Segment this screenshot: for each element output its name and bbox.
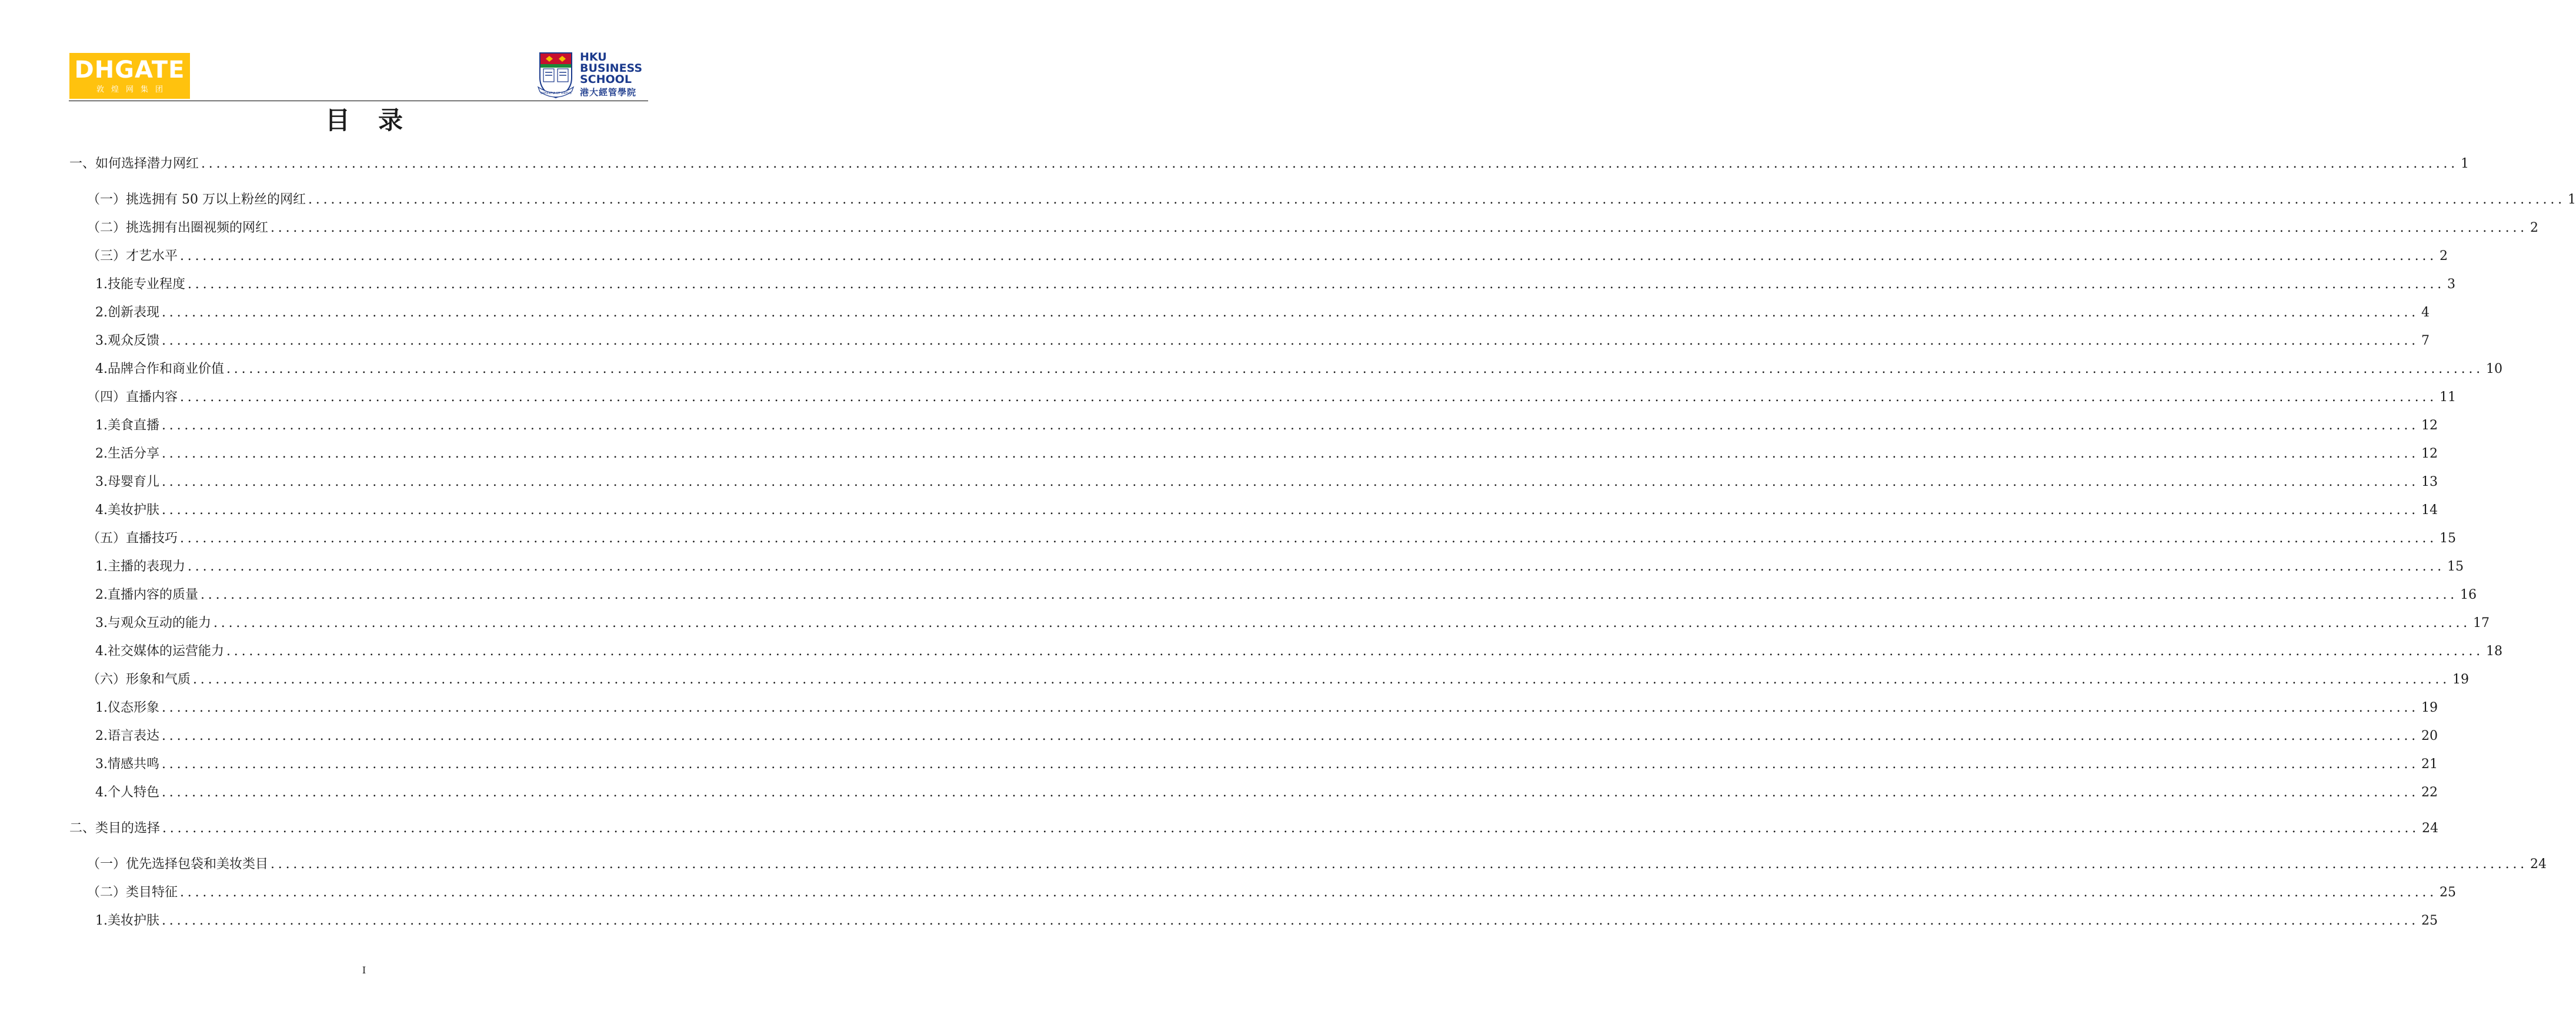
- hku-wordmark: [580, 52, 642, 98]
- toc-entry-page-number: 24: [2421, 821, 2438, 836]
- toc-dot-leader: ............................................................................................................................................................................................................................................................................................................: [180, 885, 2437, 900]
- toc-entry-label: 1.美食直播: [95, 418, 159, 433]
- page-number: I: [362, 965, 366, 976]
- toc-entry-label: （三）才艺水平: [87, 249, 178, 263]
- toc-entry-page-number: 3: [2447, 277, 2455, 292]
- toc-entry-page-number: 10: [2485, 362, 2502, 376]
- toc-dot-leader: ............................................................................................................................................................................................................................................................................................................: [162, 700, 2419, 715]
- toc-entry-page-number: 15: [2447, 559, 2464, 574]
- toc-entry[interactable]: [0, 726, 2438, 746]
- toc-dot-leader: ............................................................................................................................................................................................................................................................................................................: [201, 588, 2458, 602]
- toc-entry[interactable]: [0, 218, 2538, 238]
- toc-entry-label: 1.主播的表现力: [95, 559, 185, 574]
- toc-dot-leader: ............................................................................................................................................................................................................................................................................................................: [162, 913, 2419, 928]
- toc-dot-leader: ............................................................................................................................................................................................................................................................................................................: [308, 192, 2565, 207]
- dhgate-chinese-name: 敦煌网集团: [96, 85, 170, 94]
- toc-entry-page-number: 22: [2421, 785, 2438, 800]
- toc-entry[interactable]: [0, 359, 2502, 379]
- toc-dot-leader: ............................................................................................................................................................................................................................................................................................................: [180, 390, 2437, 405]
- toc-entry[interactable]: [0, 855, 2547, 875]
- toc-entry-label: 4.品牌合作和商业价值: [95, 362, 224, 376]
- toc-dot-leader: ............................................................................................................................................................................................................................................................................................................: [162, 821, 2420, 836]
- toc-entry[interactable]: [0, 819, 2438, 839]
- toc-entry[interactable]: [0, 331, 2430, 351]
- toc-entry-page-number: 16: [2460, 588, 2477, 602]
- toc-entry-page-number: 15: [2439, 531, 2456, 546]
- hku-business-school-logo: [536, 51, 648, 100]
- hku-line-2: BUSINESS: [580, 62, 643, 75]
- toc-entry-label: （二）挑选拥有出圈视频的网红: [87, 221, 269, 235]
- toc-dot-leader: ............................................................................................................................................................................................................................................................................................................: [226, 644, 2484, 659]
- toc-entry[interactable]: [0, 911, 2438, 931]
- dhgate-logo: [69, 53, 190, 99]
- toc-dot-leader: ............................................................................................................................................................................................................................................................................................................: [271, 857, 2528, 872]
- toc-entry[interactable]: [0, 783, 2438, 803]
- toc-entry-page-number: 24: [2530, 857, 2547, 872]
- toc-entry-label: 4.社交媒体的运营能力: [95, 644, 224, 659]
- toc-entry[interactable]: [0, 444, 2438, 464]
- toc-dot-leader: ............................................................................................................................................................................................................................................................................................................: [162, 475, 2419, 489]
- toc-entry-page-number: 18: [2485, 644, 2502, 659]
- toc-entry-label: （四）直播内容: [87, 390, 178, 405]
- toc-dot-leader: ............................................................................................................................................................................................................................................................................................................: [188, 559, 2445, 574]
- toc-entry-page-number: 21: [2421, 757, 2438, 772]
- toc-entry[interactable]: [0, 613, 2490, 633]
- toc-entry-label: 2.直播内容的质量: [95, 588, 198, 602]
- toc-entry-label: 2.语言表达: [95, 729, 159, 743]
- toc-entry-label: 3.情感共鸣: [95, 757, 159, 772]
- toc-dot-leader: ............................................................................................................................................................................................................................................................................................................: [271, 221, 2528, 235]
- toc-entry-label: 3.母婴育儿: [95, 475, 159, 489]
- toc-entry-page-number: 11: [2439, 390, 2456, 405]
- toc-entry[interactable]: [0, 275, 2455, 295]
- toc-dot-leader: ............................................................................................................................................................................................................................................................................................................: [162, 333, 2419, 348]
- toc-dot-leader: ............................................................................................................................................................................................................................................................................................................: [162, 446, 2419, 461]
- toc-entry-label: 3.与观众互动的能力: [95, 616, 211, 630]
- toc-entry[interactable]: [0, 670, 2469, 690]
- toc-entry[interactable]: [0, 755, 2438, 775]
- hku-crest-icon: [536, 51, 575, 100]
- toc-entry-page-number: 14: [2421, 503, 2438, 518]
- toc-entry-page-number: 20: [2421, 729, 2438, 743]
- title-char-2: 录: [378, 106, 403, 135]
- toc-dot-leader: ............................................................................................................................................................................................................................................................................................................: [226, 362, 2484, 376]
- toc-entry-label: （一）优先选择包袋和美妆类目: [87, 857, 269, 872]
- toc-entry-page-number: 19: [2421, 700, 2438, 715]
- toc-entry[interactable]: [0, 416, 2438, 436]
- toc-entry[interactable]: [0, 190, 2576, 210]
- toc-dot-leader: ............................................................................................................................................................................................................................................................................................................: [162, 418, 2419, 433]
- toc-dot-leader: ............................................................................................................................................................................................................................................................................................................: [162, 305, 2419, 320]
- hku-line-1: HKU: [580, 51, 607, 64]
- toc-entry-label: 2.生活分享: [95, 446, 159, 461]
- page-title: [0, 105, 728, 136]
- toc-dot-leader: ............................................................................................................................................................................................................................................................................................................: [193, 672, 2450, 687]
- toc-entry-label: （二）类目特征: [87, 885, 178, 900]
- toc-entry[interactable]: [0, 388, 2456, 408]
- toc-entry-label: （一）挑选拥有 50 万以上粉丝的网红: [87, 192, 306, 207]
- toc-entry[interactable]: [0, 642, 2502, 662]
- toc-entry-label: 3.观众反馈: [95, 333, 159, 348]
- toc-entry-label: 1.美妆护肤: [95, 913, 159, 928]
- toc-entry-label: （六）形象和气质: [87, 672, 191, 687]
- toc-entry-page-number: 1: [2567, 192, 2576, 207]
- toc-entry-label: 4.美妆护肤: [95, 503, 159, 518]
- toc-entry-page-number: 17: [2472, 616, 2490, 630]
- dhgate-wordmark: DHGATE: [74, 56, 185, 84]
- toc-entry-label: 4.个人特色: [95, 785, 159, 800]
- hku-motto: SAPIENTIA ET VIRTUS: [540, 92, 572, 95]
- toc-entry-page-number: 19: [2452, 672, 2469, 687]
- toc-entry[interactable]: [0, 246, 2448, 266]
- toc-dot-leader: ............................................................................................................................................................................................................................................................................................................: [201, 156, 2458, 171]
- toc-dot-leader: ............................................................................................................................................................................................................................................................................................................: [162, 785, 2419, 800]
- toc-entry[interactable]: [0, 154, 2469, 174]
- toc-entry-page-number: 2: [2439, 249, 2448, 263]
- toc-dot-leader: ............................................................................................................................................................................................................................................................................................................: [188, 277, 2445, 292]
- toc-entry-page-number: 1: [2460, 156, 2469, 171]
- toc-dot-leader: ............................................................................................................................................................................................................................................................................................................: [162, 503, 2419, 518]
- toc-entry-page-number: 13: [2421, 475, 2438, 489]
- toc-entry-label: 1.仪态形象: [95, 700, 159, 715]
- toc-entry-page-number: 12: [2421, 446, 2438, 461]
- toc-entry[interactable]: [0, 303, 2430, 323]
- toc-dot-leader: ............................................................................................................................................................................................................................................................................................................: [180, 249, 2437, 263]
- toc-entry[interactable]: [0, 529, 2456, 549]
- toc-entry[interactable]: [0, 698, 2438, 718]
- toc-entry-label: 2.创新表现: [95, 305, 159, 320]
- toc-entry-label: 二、类目的选择: [69, 821, 161, 836]
- toc-entry-label: 1.技能专业程度: [95, 277, 185, 292]
- hku-chinese-name: 港大經管學院: [580, 87, 637, 98]
- toc-entry-label: 一、如何选择潜力网红: [69, 156, 199, 171]
- toc-entry[interactable]: [0, 472, 2438, 492]
- toc-dot-leader: ............................................................................................................................................................................................................................................................................................................: [213, 616, 2471, 630]
- toc-entry-page-number: 4: [2421, 305, 2430, 320]
- toc-dot-leader: ............................................................................................................................................................................................................................................................................................................: [162, 757, 2419, 772]
- toc-dot-leader: ............................................................................................................................................................................................................................................................................................................: [180, 531, 2437, 546]
- toc-entry[interactable]: [0, 585, 2477, 605]
- toc-entry-page-number: 25: [2421, 913, 2438, 928]
- toc-entry[interactable]: [0, 557, 2464, 577]
- toc-entry-page-number: 25: [2439, 885, 2456, 900]
- toc-entry[interactable]: [0, 883, 2456, 903]
- hku-line-3: SCHOOL: [580, 73, 632, 86]
- toc-entry-page-number: 2: [2530, 221, 2538, 235]
- toc-entry-page-number: 7: [2421, 333, 2430, 348]
- toc-entry-page-number: 12: [2421, 418, 2438, 433]
- toc-entry[interactable]: [0, 501, 2438, 520]
- toc-dot-leader: ............................................................................................................................................................................................................................................................................................................: [162, 729, 2419, 743]
- toc-entry-label: （五）直播技巧: [87, 531, 178, 546]
- title-char-1: 目: [325, 106, 350, 135]
